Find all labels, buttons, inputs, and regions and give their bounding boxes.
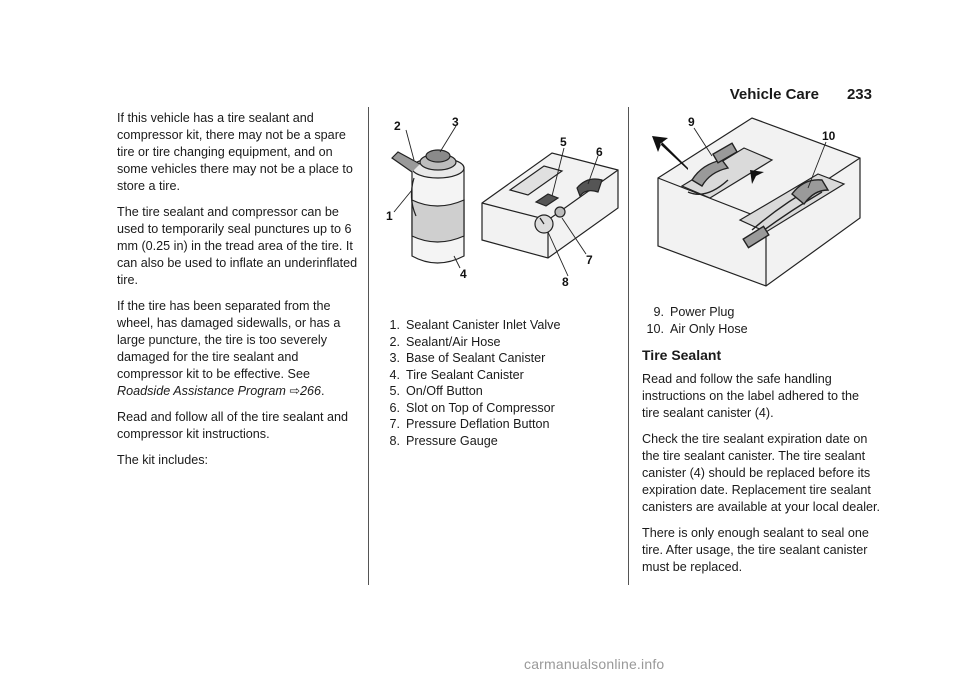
tire-sealant-section (642, 347, 880, 585)
kit-components-list (382, 317, 560, 449)
left-column (117, 110, 361, 478)
column-divider (628, 107, 629, 585)
hose-components-list (640, 304, 748, 337)
compressor-hose-illustration (632, 108, 874, 298)
page-header (730, 86, 872, 103)
callout-label: 8 (562, 275, 569, 289)
paragraph: The tire sealant and compressor can be used to temporarily seal punctures up to 6 mm (0.25 in) in the tread area of the tire. It can also be used to inflate an underinflated tire. (117, 205, 358, 287)
compressor-drawing (482, 153, 618, 258)
list-item: 5. On/Off Button (389, 384, 483, 398)
list-item: 3. Base of Sealant Canister (389, 351, 546, 365)
callout-label: 10 (822, 129, 836, 143)
reference-page-number[interactable]: 266 (300, 384, 322, 398)
paragraph: Read and follow all of the tire sealant and compressor kit instructions. (117, 410, 349, 441)
paragraph-text: If the tire has been separated from the wheel, has damaged sidewalls, or has a large puncture, the tire is too severely damaged for the tire sealant and compressor kit to be effective. See (117, 299, 341, 381)
sealant-kit-illustration (372, 108, 622, 296)
page-reference-icon: ⇨ (289, 384, 300, 398)
page-number: 233 (846, 86, 872, 103)
roadside-assistance-link[interactable]: Roadside Assistance Program (117, 384, 286, 398)
callout-label: 6 (596, 145, 603, 159)
section-title: Vehicle Care (729, 86, 819, 103)
list-item: 2. Sealant/Air Hose (389, 334, 501, 349)
list-item: 6. Slot on Top of Compressor (389, 400, 555, 415)
list-item: 10. Air Only Hose (646, 321, 748, 336)
paragraph: Check the tire sealant expiration date on the tire sealant canister. The tire sealant canister (4) should be replaced before its expiration date. Replacement tire sealant canisters are available at your local dealer. (642, 432, 881, 514)
paragraph: If the tire has been separated from the wheel, has damaged sidewalls, or has a large puncture, the tire is too severely damaged for the tire sealant and compressor kit to be effective. See Roadside Assistance Program ⇨266. (117, 299, 341, 398)
list-item: 7. Pressure Deflation Button (389, 417, 550, 431)
section-heading: Tire Sealant (642, 347, 722, 363)
paragraph: Read and follow the safe handling instructions on the label adhered to the tire sealant canister (4). (642, 372, 860, 420)
watermark: carmanualsonline.info (524, 656, 665, 672)
paragraph: There is only enough sealant to seal one tire. After usage, the tire sealant canister must be replaced. (642, 526, 869, 574)
compressor-underside-drawing (658, 118, 860, 286)
list-item: 1. Sealant Canister Inlet Valve (389, 318, 561, 332)
column-divider (368, 107, 369, 585)
callout-label: 1 (386, 209, 393, 223)
sealant-canister-drawing (392, 150, 464, 263)
callout-label: 9 (688, 115, 695, 129)
callout-label: 7 (586, 253, 593, 267)
list-item: 9. Power Plug (653, 305, 735, 319)
paragraph: The kit includes: (117, 453, 208, 467)
paragraph: If this vehicle has a tire sealant and compressor kit, there may not be a spare tire or tire changing equipment, and on some vehicles there may not be a place to store a tire. (117, 111, 353, 193)
list-item: 4. Tire Sealant Canister (389, 367, 524, 382)
callout-label: 4 (460, 267, 467, 281)
list-item: 8. Pressure Gauge (389, 433, 498, 448)
callout-label: 2 (394, 119, 401, 133)
callout-label: 5 (560, 135, 567, 149)
callout-label: 3 (452, 115, 459, 129)
